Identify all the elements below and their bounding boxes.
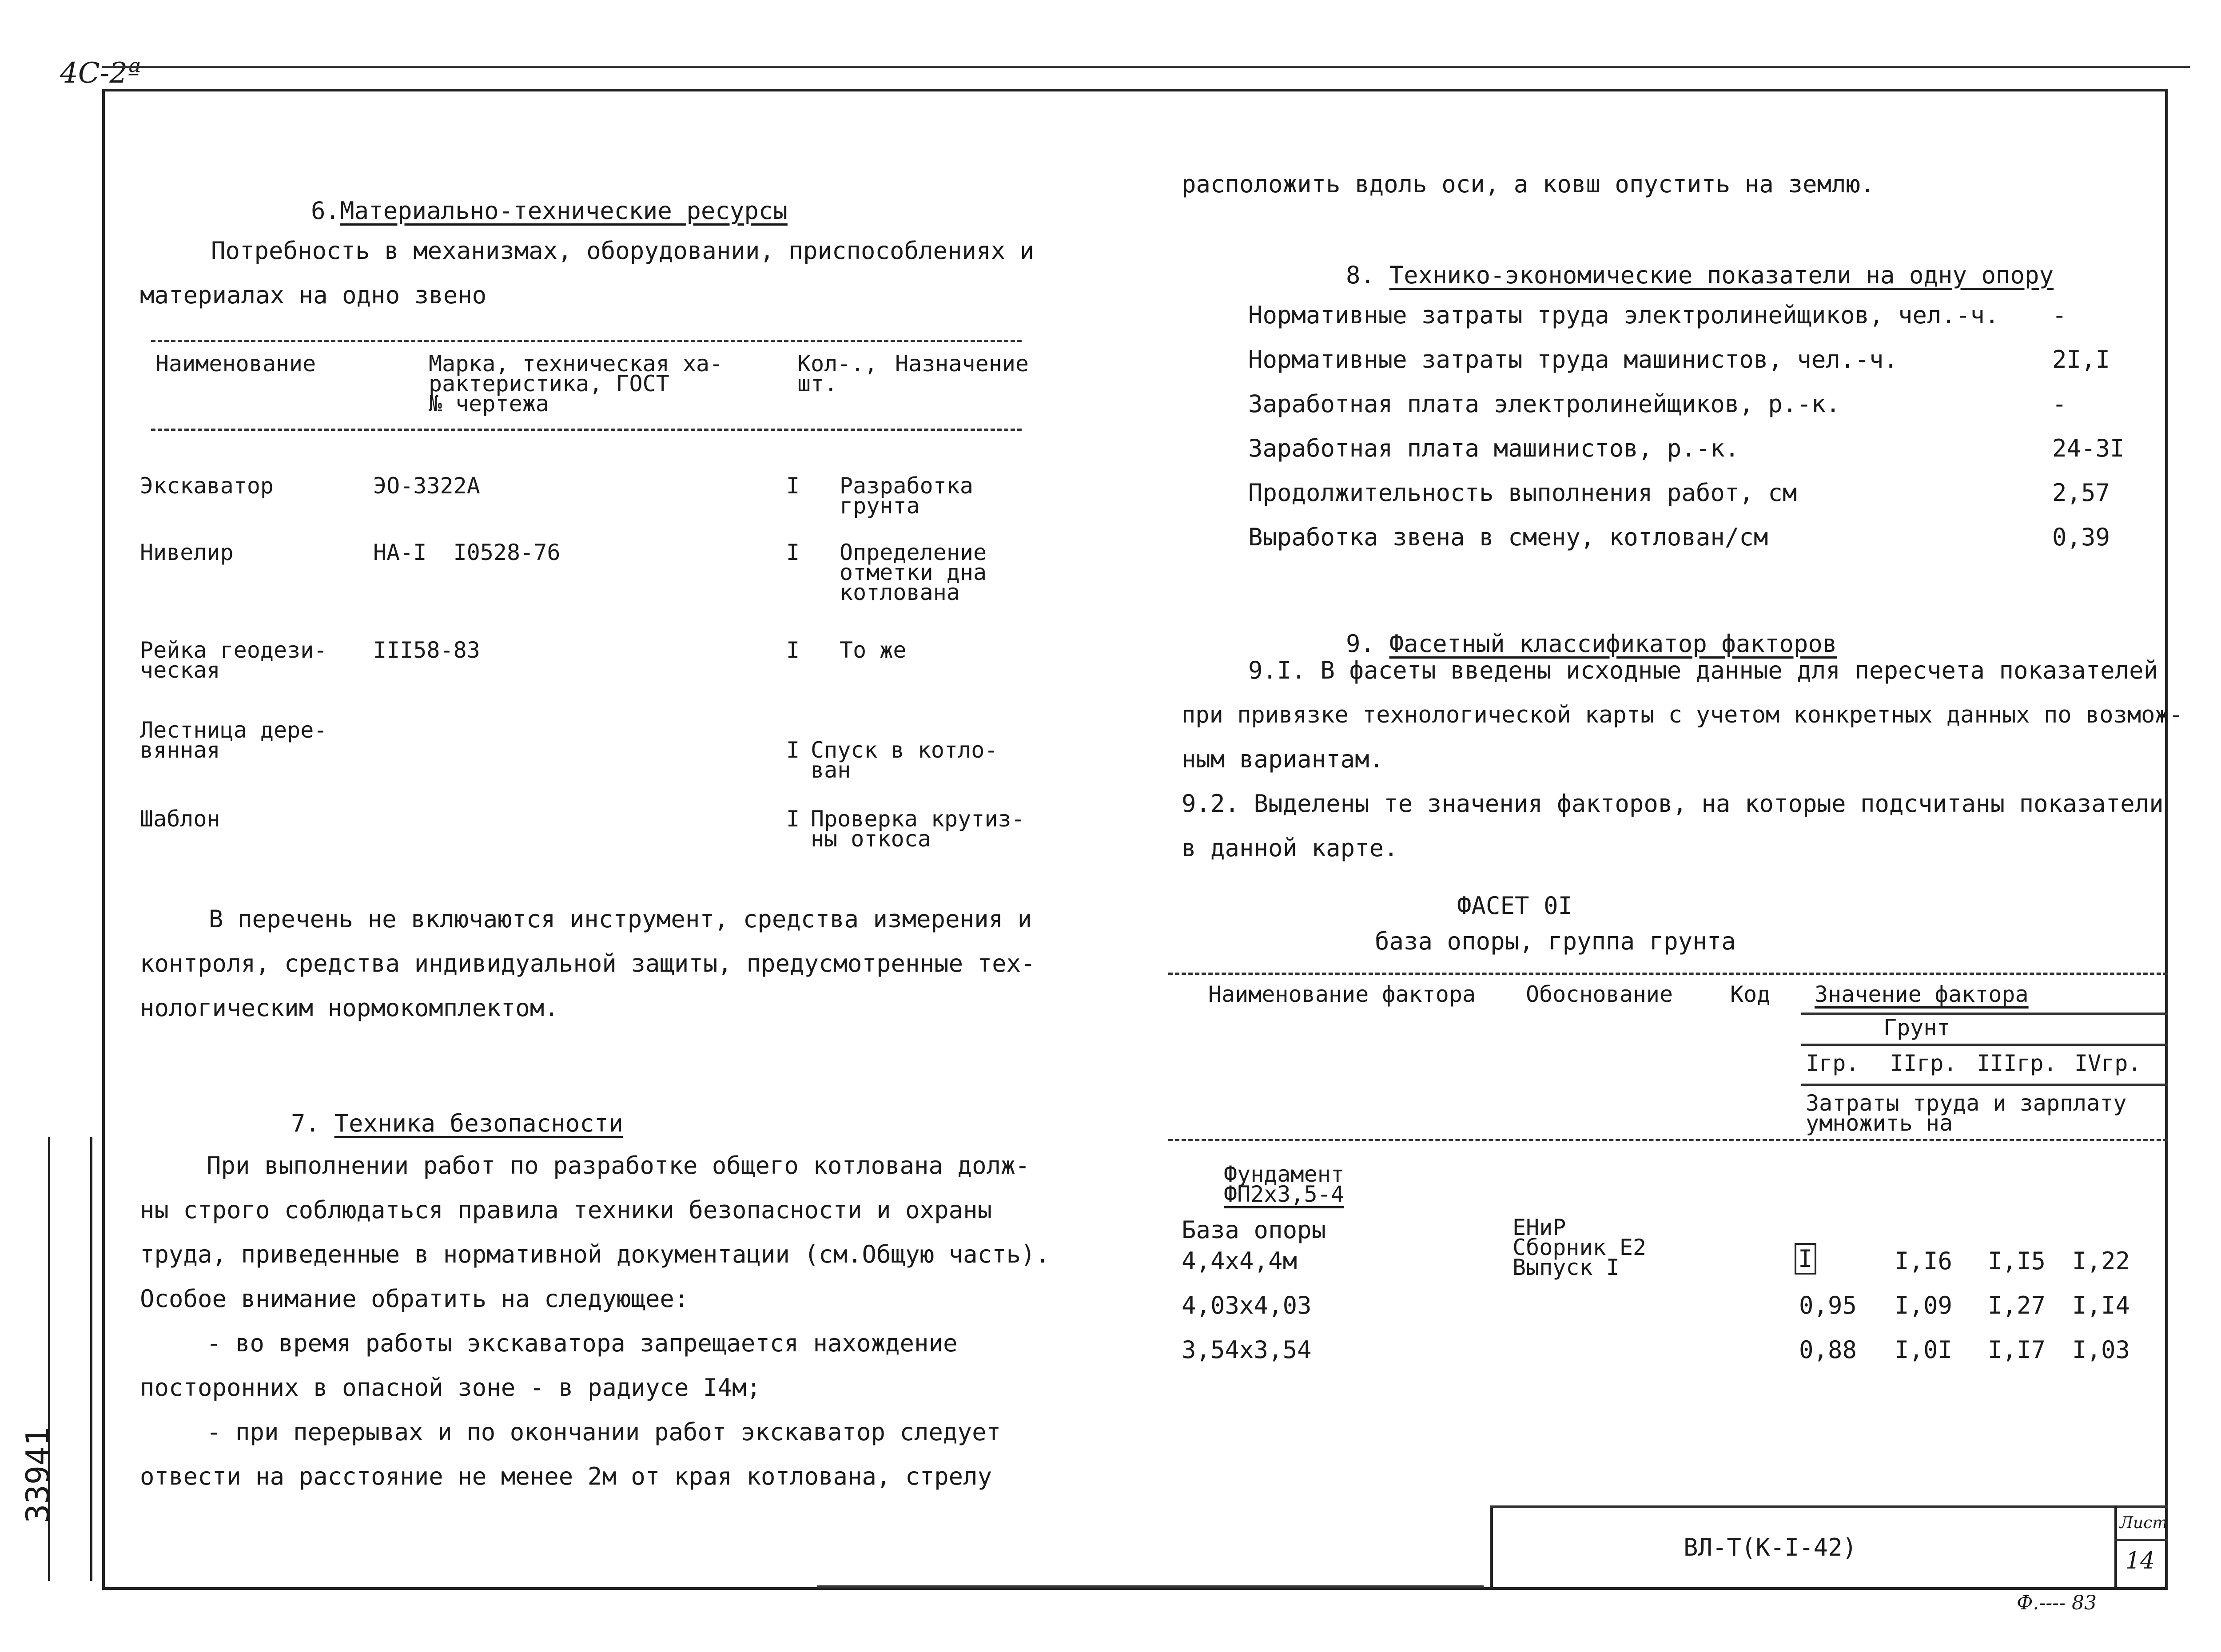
- table-row-4-name-2: вянная: [140, 737, 220, 763]
- indicator-3-value: -: [2052, 390, 2067, 418]
- table-row-1-purpose-1: Разработка: [840, 473, 974, 499]
- indicator-1-value: -: [2052, 301, 2067, 329]
- table-row-4-qty: I: [786, 737, 800, 763]
- facet-row-1-g2: I,I6: [1895, 1247, 1953, 1275]
- table-row-3-mark: III58-83: [373, 637, 480, 663]
- section-7-number: 7.: [291, 1109, 320, 1137]
- sheet-label: Лист: [2120, 1514, 2168, 1532]
- facet-row-2-g2: I,09: [1895, 1291, 1953, 1319]
- section-7-bullet-2-line-1: - при перерывах и по окончании работ экскаватор следует: [207, 1418, 1001, 1446]
- facet-col-g3: IIIгр.: [1977, 1050, 2057, 1076]
- facet-title: ФАСЕТ 0I: [1457, 892, 1573, 920]
- table-row-3-purpose-1: То же: [840, 637, 907, 663]
- facet-col-code: Код: [1730, 981, 1771, 1007]
- facet-row-3-g2: I,0I: [1895, 1336, 1953, 1364]
- table-row-2-mark: НА-I I0528-76: [373, 540, 561, 565]
- section-8-number: 8.: [1346, 261, 1375, 289]
- table-row-3-qty: I: [786, 637, 800, 663]
- section-6-note-line-3: нологическим нормокомплектом.: [140, 994, 559, 1022]
- table-row-1-mark: ЭО-3322А: [373, 473, 480, 499]
- table-row-1-name: Экскаватор: [140, 473, 274, 499]
- indicator-6-label: Выработка звена в смену, котлован/см: [1248, 523, 1768, 551]
- table-row-5-purpose-1: Проверка крутиз-: [811, 806, 1025, 832]
- selected-value-box: I: [1795, 1243, 1816, 1275]
- col-header-name: Наименование: [155, 351, 316, 377]
- corner-note: 4С-2ª: [60, 57, 141, 90]
- stamp-top-border: [1490, 1505, 2168, 1508]
- facet-table-top-rule: [1168, 973, 2168, 975]
- indicator-5-label: Продолжительность выполнения работ, см: [1248, 479, 1797, 507]
- table-row-5-name: Шаблон: [140, 806, 220, 832]
- sheet-number: 14: [2125, 1548, 2155, 1574]
- table-row-1-qty: I: [786, 473, 800, 499]
- top-border-extension: [102, 66, 2190, 68]
- table-row-1-purpose-2: грунта: [840, 493, 920, 519]
- facet-soil-rule: [1801, 1044, 2168, 1046]
- col-header-purpose: Назначение: [895, 351, 1029, 377]
- facet-row-2-g4: I,I4: [2072, 1291, 2130, 1319]
- section-9-1-line-1: 9.I. В фасеты введены исходные данные для пересчета показателей: [1248, 656, 2158, 684]
- facet-group-label-1: Фундамент: [1224, 1161, 1344, 1187]
- facet-base-label: База опоры: [1182, 1216, 1326, 1244]
- table-row-4-purpose-1: Спуск в котло-: [811, 737, 998, 763]
- document-code: ВЛ-Т(К-I-42): [1684, 1533, 1857, 1561]
- facet-row-3-g3: I,I7: [1988, 1336, 2046, 1364]
- indicator-1-label: Нормативные затраты труда электролинейщиков, чел.-ч.: [1248, 301, 1999, 329]
- indicator-5-value: 2,57: [2052, 479, 2110, 507]
- section-9-2-line-1: 9.2. Выделены те значения факторов, на которые подсчитаны показатели: [1182, 790, 2164, 818]
- section-9-2-line-2: в данной карте.: [1182, 834, 1398, 862]
- table-row-2-purpose-2: отметки дна: [840, 560, 987, 585]
- facet-row-3-size: 3,54х3,54: [1182, 1336, 1312, 1364]
- facet-row-1-g3: I,I5: [1988, 1247, 2046, 1275]
- table-top-rule: [151, 340, 1022, 342]
- col-header-qty-1: Кол-.,: [797, 351, 878, 377]
- table-row-5-qty: I: [786, 806, 800, 832]
- facet-col-factor: Наименование фактора: [1208, 981, 1476, 1007]
- section-6-note-line-2: контроля, средства индивидуальной защиты, предусмотренные тех-: [140, 949, 1035, 977]
- section-7-line-3: труда, приведенные в нормативной документации (см.Общую часть).: [140, 1240, 1050, 1268]
- facet-row-2-size: 4,03х4,03: [1182, 1291, 1312, 1319]
- stamp-left-border: [1490, 1505, 1493, 1590]
- col-header-mark-2: рактеристика, ГОСТ: [429, 371, 669, 397]
- facet-row-3-g4: I,03: [2072, 1336, 2130, 1364]
- facet-col-soil: Грунт: [1883, 1015, 1950, 1040]
- facet-groups-rule: [1801, 1084, 2168, 1086]
- table-row-3-name-1: Рейка геодези-: [140, 637, 327, 663]
- facet-basis-3: Выпуск I: [1513, 1255, 1620, 1280]
- bottom-note: Ф.---- 83: [2017, 1592, 2097, 1614]
- section-6-number: 6.: [311, 197, 340, 225]
- indicator-4-label: Заработная плата машинистов, р.-к.: [1248, 434, 1739, 462]
- facet-row-2-g3: I,27: [1988, 1291, 2046, 1319]
- section-9-1-line-3: ным вариантам.: [1182, 745, 1384, 773]
- indicator-6-value: 0,39: [2052, 523, 2110, 551]
- stamp-sheet-rule: [2114, 1539, 2168, 1541]
- facet-col-g4: IVгр.: [2074, 1050, 2141, 1076]
- facet-multiplier-2: умножить на: [1806, 1110, 1953, 1136]
- section-9-title: Фасетный классификатор факторов: [1389, 630, 1837, 658]
- facet-multiplier-1: Затраты труда и зарплату: [1806, 1090, 2127, 1116]
- facet-col-g1: Iгр.: [1806, 1050, 1859, 1076]
- facet-basis-2: Сборник Е2: [1513, 1235, 1647, 1260]
- indicator-4-value: 24-3I: [2052, 434, 2125, 462]
- facet-row-1-g1: [1795, 1246, 1816, 1272]
- table-row-5-purpose-2: ны откоса: [811, 826, 931, 852]
- col-header-mark-1: Марка, техническая ха-: [429, 351, 723, 377]
- inventory-number: 33941: [19, 1427, 56, 1523]
- section-8-title: Технико-экономические показатели на одну опору: [1389, 261, 2054, 289]
- facet-col-basis: Обоснование: [1526, 981, 1673, 1007]
- table-header-rule: [151, 429, 1022, 431]
- facet-col-g2: IIгр.: [1890, 1050, 1957, 1076]
- table-row-3-name-2: ческая: [140, 657, 220, 683]
- facet-header-rule: [1168, 1139, 2168, 1141]
- section-6-intro-line-2: материалах на одно звено: [140, 281, 487, 309]
- table-row-2-name: Нивелир: [140, 540, 234, 565]
- stamp-sheet-divider: [2114, 1505, 2117, 1590]
- section-6-intro-line-1: Потребность в механизмах, оборудовании, приспособлениях и: [211, 237, 1035, 265]
- facet-row-1-g4: I,22: [2072, 1247, 2130, 1275]
- section-7-line-4: Особое внимание обратить на следующее:: [140, 1285, 689, 1313]
- section-7-continued: расположить вдоль оси, а ковш опустить на землю.: [1182, 170, 1875, 198]
- section-7-bullet-2-line-2: отвести на расстояние не менее 2м от края котлована, стрелу: [140, 1462, 992, 1490]
- bottom-rule-left: [817, 1585, 1484, 1588]
- table-row-4-purpose-2: ван: [811, 757, 851, 783]
- table-row-2-purpose-1: Определение: [840, 540, 987, 565]
- section-7-bullet-1-line-2: посторонних в опасной зоне - в радиусе I4м;: [140, 1374, 761, 1402]
- facet-col-value: Значение фактора: [1815, 981, 2029, 1007]
- section-7-title: Техника безопасности: [334, 1109, 623, 1137]
- indicator-3-label: Заработная плата электролинейщиков, р.-к.: [1248, 390, 1840, 418]
- facet-group-label-2: ФП2х3,5-4: [1224, 1181, 1344, 1207]
- section-7-line-1: При выполнении работ по разработке общего котлована долж-: [207, 1152, 1030, 1179]
- col-header-qty-2: шт.: [797, 371, 838, 397]
- facet-subtitle: база опоры, группа грунта: [1375, 927, 1736, 955]
- section-7-bullet-1-line-1: - во время работы экскаватора запрещается нахождение: [207, 1329, 958, 1357]
- section-7-line-2: ны строго соблюдаться правила техники безопасности и охраны: [140, 1196, 992, 1224]
- indicator-2-label: Нормативные затраты труда машинистов, чел.-ч.: [1248, 345, 1898, 373]
- table-row-2-qty: I: [786, 540, 800, 565]
- facet-row-1-size: 4,4х4,4м: [1182, 1247, 1298, 1275]
- col-header-mark-3: № чертежа: [429, 391, 549, 417]
- facet-row-2-g1: 0,95: [1799, 1291, 1857, 1319]
- section-6-title: Материально-технические ресурсы: [340, 197, 788, 225]
- facet-value-rule: [1801, 1013, 2168, 1015]
- section-9-1-line-2: при привязке технологической карты с учетом конкретных данных по возмож-: [1182, 702, 2183, 728]
- section-9-number: 9.: [1346, 630, 1375, 658]
- facet-row-3-g1: 0,88: [1799, 1336, 1857, 1364]
- section-6-note-line-1: В перечень не включаются инструмент, средства измерения и: [209, 905, 1032, 933]
- table-row-4-name-1: Лестница дере-: [140, 717, 327, 743]
- table-row-2-purpose-3: котлована: [840, 580, 960, 605]
- indicator-2-value: 2I,I: [2052, 345, 2110, 373]
- facet-basis-1: ЕНиР: [1513, 1215, 1566, 1240]
